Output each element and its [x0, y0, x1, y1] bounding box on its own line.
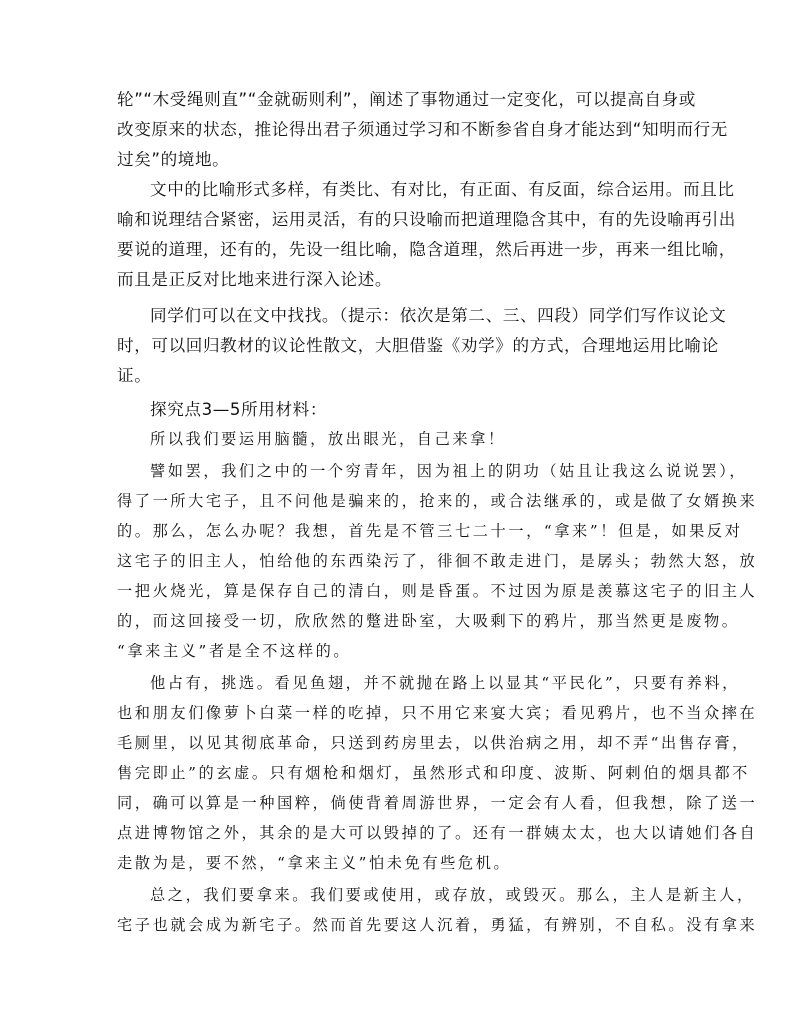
commentary-line-8: 同学们可以在文中找找。（提示：依次是第二、三、四段）同学们写作议论文	[150, 306, 727, 325]
quote-line-6: 一把火烧光，算是保存自己的清白，则是昏蛋。不过因为原是羡慕这宅子的旧主人	[117, 582, 758, 600]
quote-line-3: 得了一所大宅子，且不问他是骗来的，抢来的，或合法继承的，或是做了女婿换来	[117, 492, 758, 510]
quote-line-7: 的，而这回接受一切，欣欣然的蹩进卧室，大吸剩下的鸦片，那当然更是废物。	[117, 612, 740, 630]
quote-line-17: 宅子也就会成为新宅子。然而首先要这人沉着，勇猛，有辨别，不自私。没有拿来	[117, 916, 758, 934]
commentary-line-6: 要说的道理，还有的，先设一组比喻，隐含道理，然后再进一步，再来一组比喻，	[117, 240, 736, 259]
quote-line-10: 也和朋友们像萝卜白菜一样的吃掉，只不用它来宴大宾；看见鸦片，也不当众摔在	[117, 704, 758, 722]
quote-line-1: 所以我们要运用脑髓，放出眼光，自己来拿！	[150, 430, 506, 448]
quote-line-12: 售完即止”的玄虚。只有烟枪和烟灯，虽然形式和印度、波斯、阿剌伯的烟具都不	[117, 764, 750, 782]
quote-line-4: 的。那么，怎么办呢？我想，首先是不管三七二十一，“拿来”！但是，如果反对	[117, 522, 743, 540]
quote-line-13: 同，确可以算是一种国粹，倘使背着周游世界，一定会有人看，但我想，除了送一	[117, 794, 758, 812]
commentary-line-10: 证。	[117, 366, 152, 385]
quote-line-16: 总之，我们要拿来。我们要或使用，或存放，或毁灭。那么，主人是新主人，	[150, 886, 755, 904]
quote-line-15: 走散为是，要不然，“拿来主义”怕未免有些危机。	[117, 854, 512, 872]
commentary-line-1: 轮”“木受绳则直”“金就砺则利”，阐述了事物通过一定变化，可以提高自身或	[117, 90, 696, 109]
quote-line-8: “拿来主义”者是全不这样的。	[117, 642, 352, 660]
commentary-line-9: 时，可以回归教材的议论性散文，大胆借鉴《劝学》的方式，合理地运用比喻论	[117, 336, 719, 355]
quote-line-11: 毛厕里，以见其彻底革命，只送到药房里去，以供治病之用，却不弄“出售存膏，	[117, 734, 750, 752]
commentary-line-5: 喻和说理结合紧密，运用灵活，有的只设喻而把道理隐含其中，有的先设喻再引出	[117, 210, 736, 229]
section-heading: 探究点3—5所用材料：	[150, 400, 328, 419]
quote-line-2: 譬如罢，我们之中的一个穷青年，因为祖上的阴功（姑且让我这么说说罢），	[150, 462, 748, 480]
commentary-line-4: 文中的比喻形式多样，有类比、有对比，有正面、有反面，综合运用。而且比	[150, 180, 735, 199]
commentary-line-7: 而且是正反对比地来进行深入论述。	[117, 270, 393, 289]
quote-line-5: 这宅子的旧主人，怕给他的东西染污了，徘徊不敢走进门，是孱头；勃然大怒，放	[117, 552, 758, 570]
commentary-line-3: 过矣”的境地。	[117, 150, 230, 169]
commentary-line-2: 改变原来的状态，推论得出君子须通过学习和不断参省自身才能达到“知明而行无	[117, 120, 728, 139]
quote-line-14: 点进博物馆之外，其余的是大可以毁掉的了。还有一群姨太太，也大以请她们各自	[117, 824, 758, 842]
quote-line-9: 他占有，挑选。看见鱼翅，并不就抛在路上以显其“平民化”，只要有养料，	[150, 674, 740, 692]
